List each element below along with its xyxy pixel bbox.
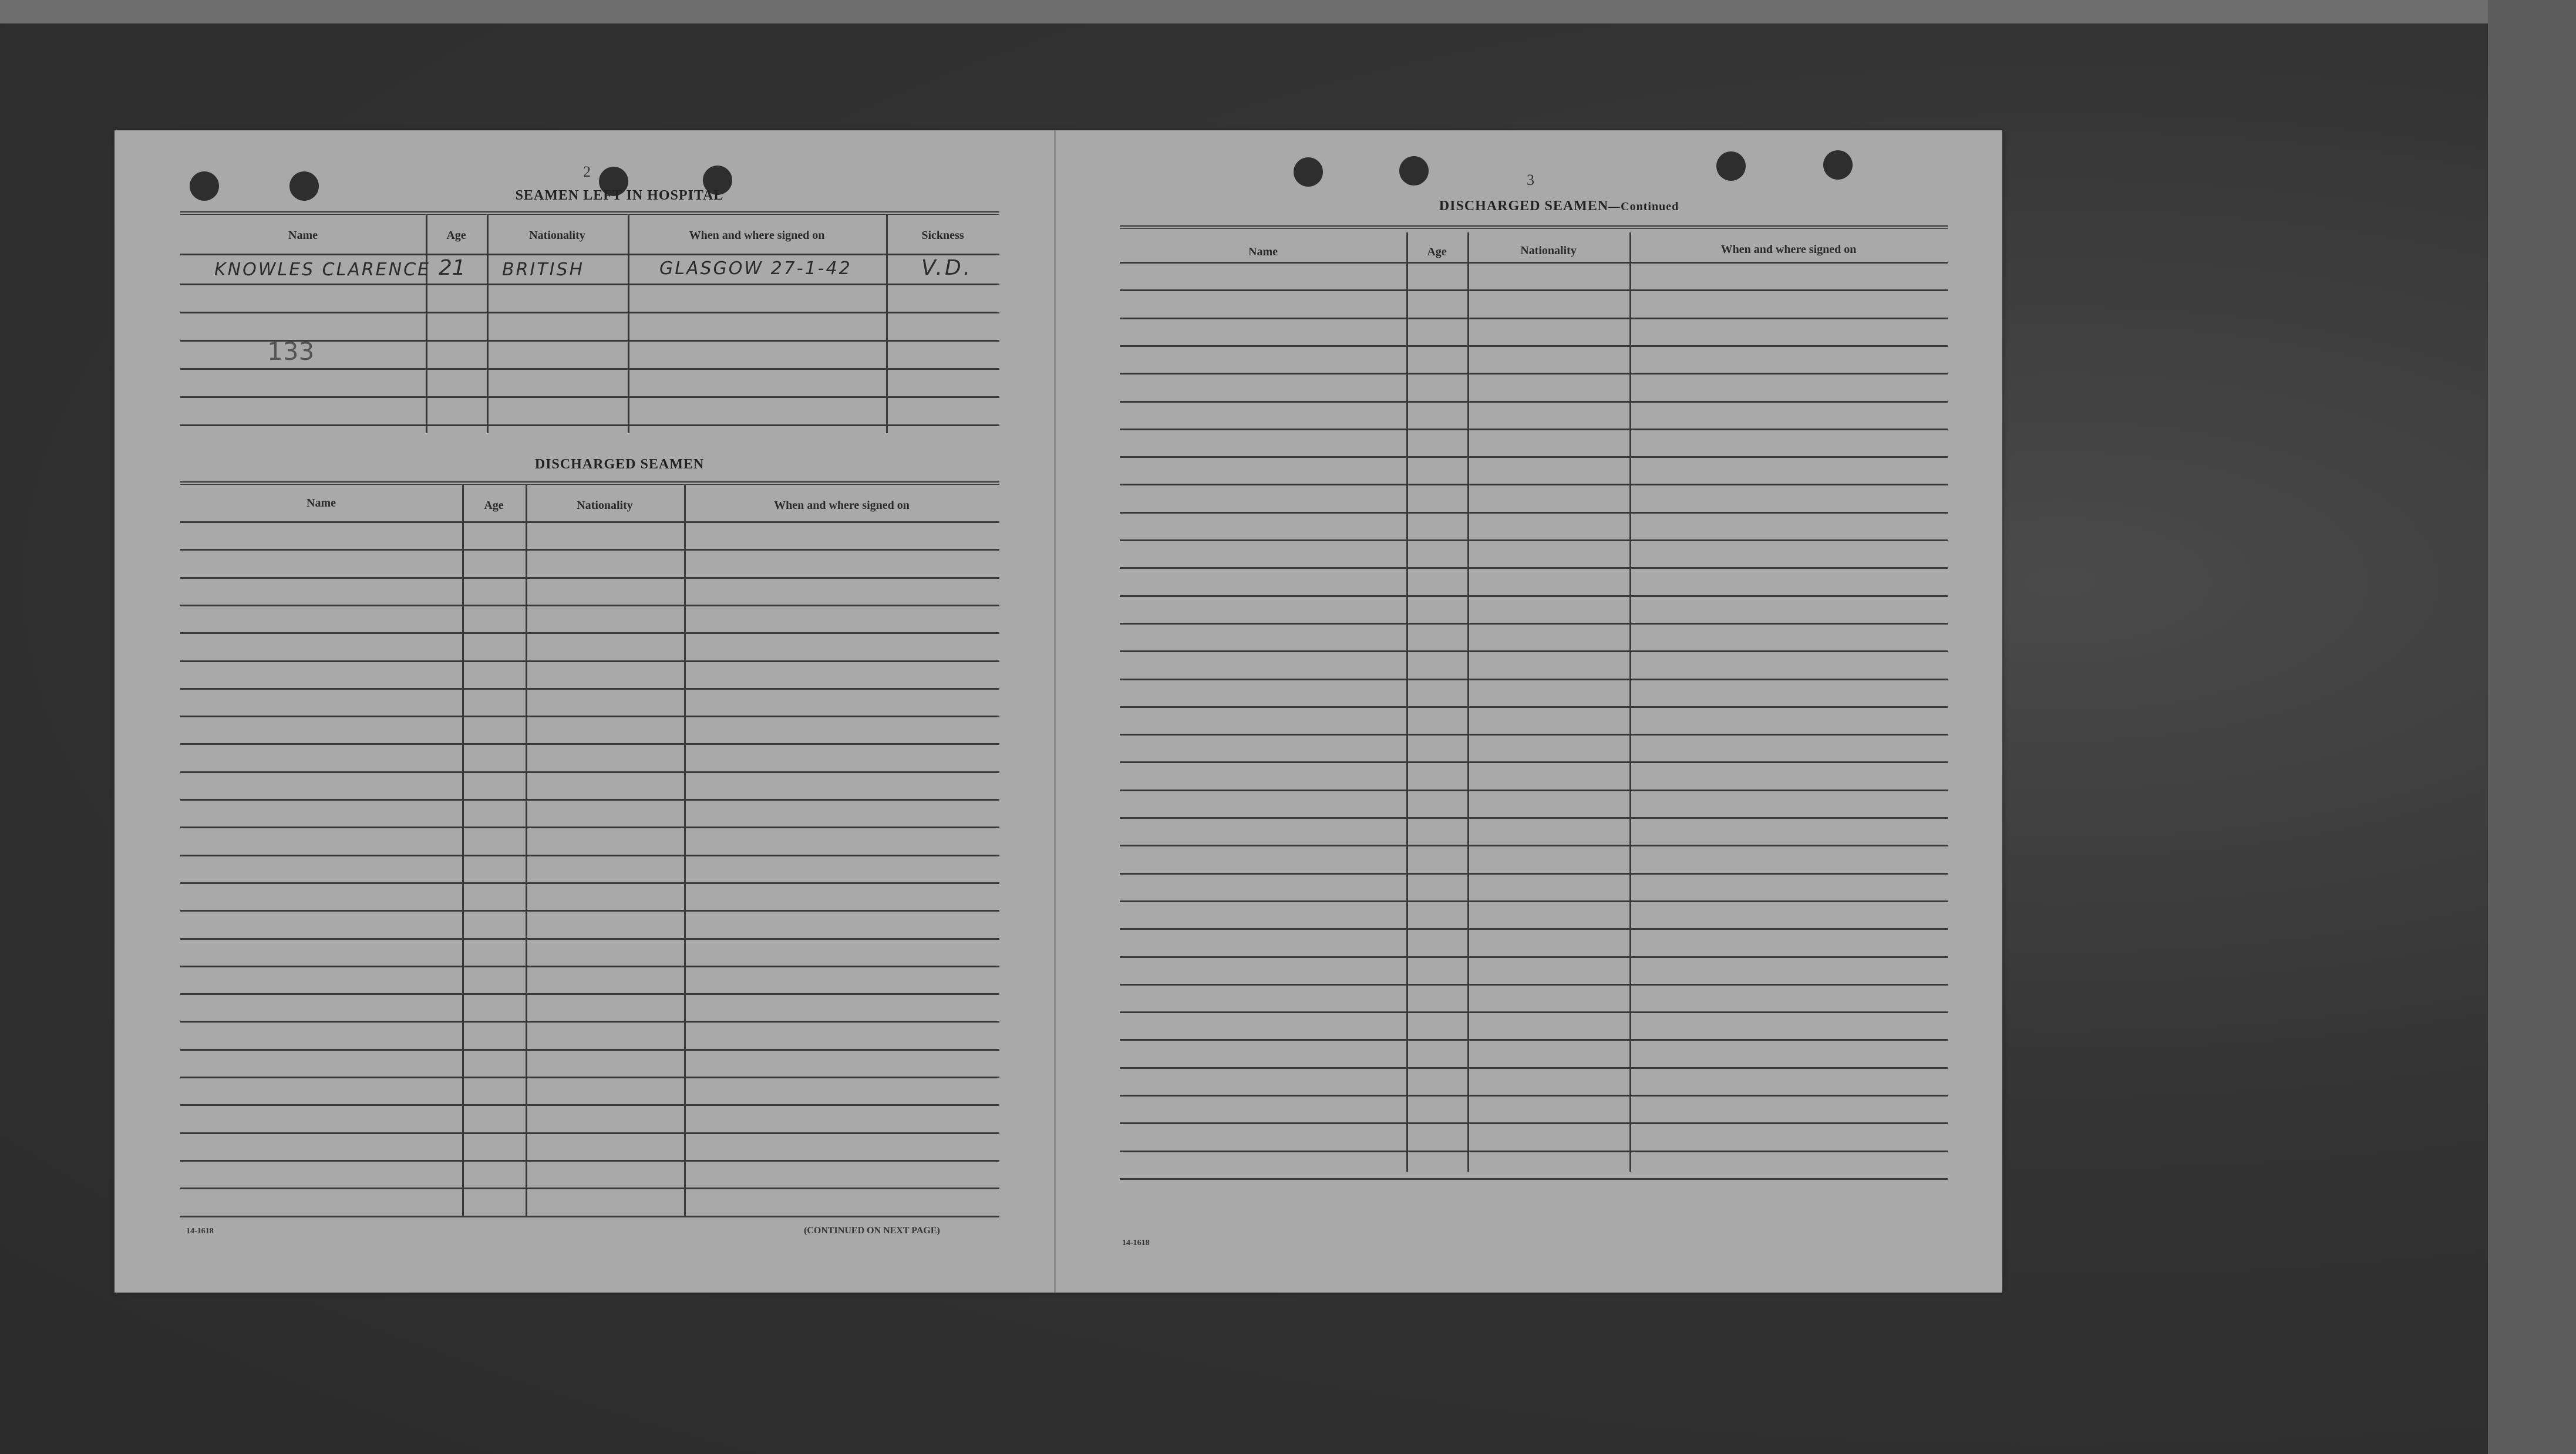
hospital-header-sickness: Sickness	[921, 229, 964, 242]
punch-hole	[1399, 156, 1429, 185]
ruled-line	[1120, 1067, 1948, 1069]
ruled-line	[1120, 845, 1948, 846]
ruled-line	[180, 1132, 999, 1134]
discharged-right-header-nationality: Nationality	[1520, 244, 1577, 257]
ruled-line	[1120, 373, 1948, 375]
discharged-title-suffix: —Continued	[1608, 200, 1679, 213]
ruled-line	[1120, 289, 1948, 291]
ruled-line	[180, 660, 999, 662]
ruled-line	[180, 855, 999, 856]
ruled-line	[180, 1216, 999, 1217]
hospital-section-title: SEAMEN LEFT IN HOSPITAL	[515, 188, 724, 203]
ruled-line	[180, 577, 999, 579]
ruled-line	[180, 799, 999, 801]
ruled-line	[180, 938, 999, 940]
entry-age: 21	[439, 256, 466, 280]
punch-hole	[1716, 151, 1746, 181]
ruled-line	[1120, 1151, 1948, 1152]
ruled-line	[1120, 1178, 1948, 1180]
discharged-table-left	[180, 481, 999, 1355]
ruled-line	[180, 993, 999, 995]
ruled-line	[1120, 595, 1948, 597]
discharged-title-main: DISCHARGED SEAMEN	[1439, 198, 1609, 214]
continued-note: (CONTINUED ON NEXT PAGE)	[804, 1226, 940, 1236]
ruled-line	[1120, 650, 1948, 652]
ruled-line	[1120, 817, 1948, 819]
entry-name: KNOWLES CLARENCE	[214, 259, 430, 280]
ruled-line	[180, 716, 999, 717]
ruled-line	[180, 1049, 999, 1051]
ruled-line	[1120, 345, 1948, 347]
discharged-header-nationality: Nationality	[577, 499, 633, 512]
ruled-line	[1120, 679, 1948, 680]
hospital-header-age: Age	[446, 229, 466, 242]
ruled-line	[1120, 512, 1948, 514]
ruled-line	[180, 1188, 999, 1189]
entry-nationality: BRITISH	[502, 259, 585, 280]
ruled-line	[1120, 262, 1948, 264]
form-code-right: 14-1618	[1122, 1239, 1150, 1247]
ruled-line	[180, 688, 999, 690]
ruled-line	[1120, 984, 1948, 986]
ruled-line	[1120, 734, 1948, 736]
entry-signed-on: GLASGOW 27-1-42	[659, 258, 852, 279]
ruled-line	[1120, 706, 1948, 708]
discharged-header-signed-on: When and where signed on	[774, 499, 910, 512]
ruled-line	[180, 743, 999, 745]
ruled-line	[180, 771, 999, 773]
hospital-header-signed-on: When and where signed on	[689, 229, 825, 242]
discharged-right-header-name: Name	[1248, 245, 1278, 258]
ruled-line	[180, 826, 999, 828]
punch-hole	[190, 171, 219, 201]
punch-hole	[1294, 157, 1323, 187]
discharged-table-right	[1120, 225, 1948, 1188]
hospital-header-name: Name	[288, 229, 318, 242]
discharged-right-header-signed-on: When and where signed on	[1720, 243, 1857, 256]
discharged-header-name: Name	[307, 497, 336, 510]
form-code-left: 14-1618	[186, 1227, 214, 1236]
ruled-line	[1120, 567, 1948, 569]
page-number-left: 2	[583, 163, 591, 180]
ruled-line	[1120, 1039, 1948, 1041]
ruled-line	[1120, 623, 1948, 625]
discharged-section-title-right	[1365, 198, 1753, 214]
ruled-line	[180, 549, 999, 551]
stamp-number: 133	[267, 337, 315, 366]
punch-hole	[289, 171, 319, 201]
ruled-line	[180, 632, 999, 634]
punch-hole	[1823, 150, 1853, 180]
ruled-line	[1120, 900, 1948, 902]
ruled-line	[1120, 456, 1948, 458]
ledger-sheet	[115, 130, 2002, 1293]
hospital-header-nationality: Nationality	[529, 229, 585, 242]
ruled-line	[1120, 1122, 1948, 1124]
ruled-line	[1120, 956, 1948, 958]
ruled-line	[180, 882, 999, 884]
ruled-line	[180, 521, 999, 523]
ruled-line	[1120, 1011, 1948, 1013]
page-number-right: 3	[1527, 171, 1534, 188]
hospital-table	[180, 211, 999, 444]
ruled-line	[180, 1104, 999, 1106]
ruled-line	[1120, 928, 1948, 930]
ruled-line	[180, 1077, 999, 1078]
discharged-right-header-age: Age	[1427, 245, 1447, 258]
ruled-line	[1120, 401, 1948, 403]
ruled-line	[180, 966, 999, 967]
ruled-line	[180, 605, 999, 606]
ruled-line	[1120, 873, 1948, 875]
ruled-line	[1120, 761, 1948, 763]
ruled-line	[1120, 1095, 1948, 1097]
ruled-line	[1120, 318, 1948, 319]
ruled-line	[180, 910, 999, 912]
ruled-line	[180, 1160, 999, 1162]
ruled-line	[180, 1021, 999, 1023]
ruled-line	[1120, 484, 1948, 485]
entry-sickness: V.D.	[921, 256, 973, 280]
discharged-section-title-left: DISCHARGED SEAMEN	[534, 457, 705, 472]
page-fold	[1054, 130, 1056, 1293]
ruled-line	[1120, 790, 1948, 791]
discharged-header-age: Age	[484, 499, 504, 512]
ruled-line	[1120, 429, 1948, 430]
ruled-line	[1120, 539, 1948, 541]
